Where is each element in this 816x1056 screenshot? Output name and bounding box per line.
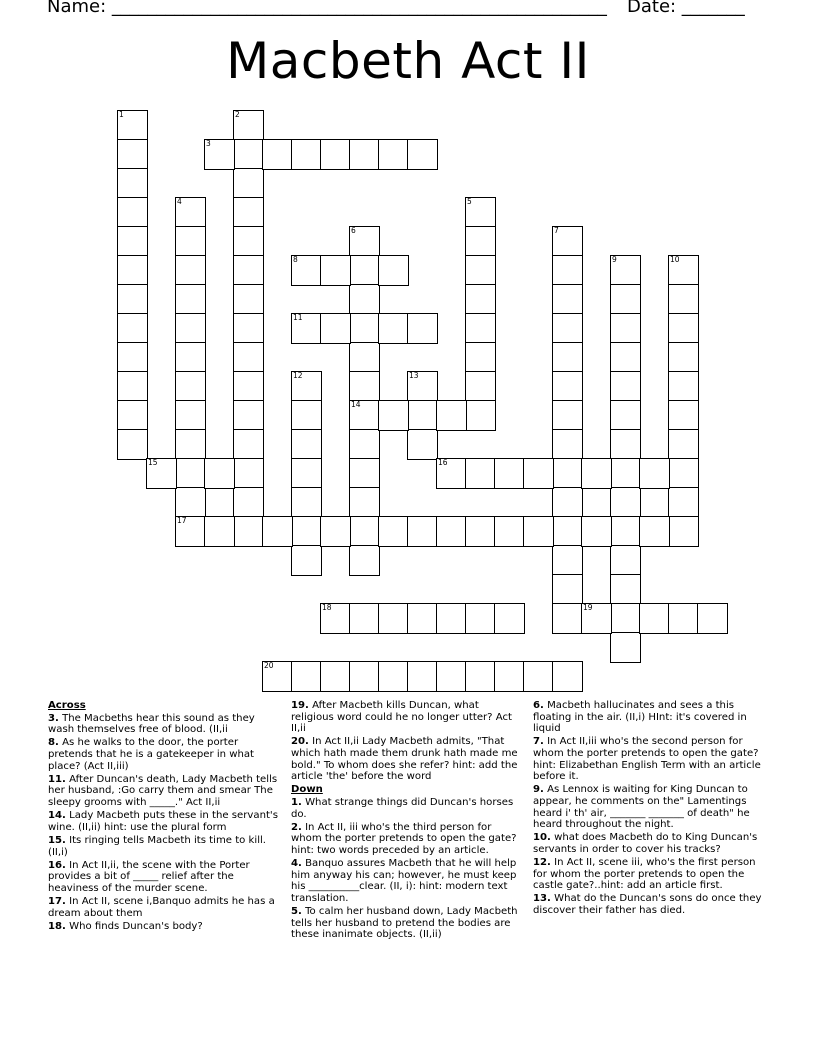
crossword-cell[interactable] xyxy=(465,342,496,373)
crossword-cell[interactable] xyxy=(610,429,641,460)
crossword-cell[interactable] xyxy=(436,603,467,634)
crossword-cell[interactable] xyxy=(233,342,264,373)
crossword-cell[interactable] xyxy=(349,603,380,634)
crossword-cell[interactable] xyxy=(233,429,264,460)
crossword-cell[interactable] xyxy=(610,400,641,431)
crossword-cell[interactable] xyxy=(175,400,206,431)
crossword-cell[interactable] xyxy=(668,284,699,315)
cell-number: 6 xyxy=(351,226,356,235)
clue-down-9: 9. As Lennox is waiting for King Duncan to appear, he comments on the" Lamentings heard i' th' air, _______ _______ of death" he heard throughout the night. xyxy=(533,784,750,831)
crossword-cell[interactable] xyxy=(436,516,467,547)
crossword-cell[interactable] xyxy=(117,139,148,170)
crossword-cell[interactable] xyxy=(436,661,467,692)
clue-across-19: 19. After Macbeth kills Duncan, what religious word could he no longer utter? Act II,ii xyxy=(291,700,512,735)
clue-down-6: 6. Macbeth hallucinates and sees a this floating in the air. (II,i) HInt: it's covered in liquid xyxy=(533,700,747,735)
crossword-cell[interactable] xyxy=(349,429,380,460)
cell-number: 5 xyxy=(467,197,472,206)
cell-number: 4 xyxy=(177,197,182,206)
crossword-cell[interactable] xyxy=(407,603,438,634)
crossword-cell[interactable] xyxy=(610,487,641,518)
clue-down-4: 4. Banquo assures Macbeth that he will help him anyway his can; however, he must keep his __________clear. (II, i): hint: modern text translation. xyxy=(291,858,517,904)
crossword-cell[interactable] xyxy=(233,284,264,315)
name-field-label: Name: _______________________________________________________ xyxy=(47,0,607,17)
crossword-cell[interactable] xyxy=(117,371,148,402)
clue-down-12: 12. In Act II, scene iii, who's the first person for whom the porter pretends to open the castle gate?..hint: add an article first. xyxy=(533,857,756,892)
cell-number: 14 xyxy=(351,400,361,409)
crossword-cell[interactable] xyxy=(523,516,554,547)
crossword-cell[interactable] xyxy=(610,458,641,489)
cell-number: 2 xyxy=(235,110,240,119)
crossword-cell[interactable] xyxy=(378,139,409,170)
clue-across-3: 3. The Macbeths hear this sound as they wash themselves free of blood. (II,ii xyxy=(48,712,255,736)
crossword-cell[interactable] xyxy=(320,603,351,634)
crossword-cell[interactable] xyxy=(465,458,496,489)
crossword-cell[interactable] xyxy=(465,226,496,257)
cell-number: 8 xyxy=(293,255,298,264)
cell-number: 7 xyxy=(554,226,559,235)
crossword-cell[interactable] xyxy=(610,632,641,663)
crossword-cell[interactable] xyxy=(320,516,351,547)
crossword-cell[interactable] xyxy=(320,661,351,692)
crossword-cell[interactable] xyxy=(552,226,583,257)
page-title: Macbeth Act II xyxy=(226,32,590,90)
crossword-cell[interactable] xyxy=(639,516,670,547)
crossword-cell[interactable] xyxy=(349,139,380,170)
crossword-cell[interactable] xyxy=(117,110,148,141)
crossword-cell[interactable] xyxy=(233,139,264,170)
crossword-cell[interactable] xyxy=(204,139,235,170)
crossword-cell[interactable] xyxy=(291,255,322,286)
crossword-cell[interactable] xyxy=(291,661,322,692)
cell-number: 12 xyxy=(293,371,303,380)
crossword-cell[interactable] xyxy=(378,255,409,286)
crossword-cell[interactable] xyxy=(494,516,525,547)
clue-down-13: 13. What do the Duncan's sons do once they discover their father has died. xyxy=(533,893,762,917)
crossword-cell[interactable] xyxy=(581,603,612,634)
clues-column-2 xyxy=(291,700,523,942)
crossword-cell[interactable] xyxy=(494,661,525,692)
crossword-cell[interactable] xyxy=(349,371,380,402)
crossword-cell[interactable] xyxy=(465,255,496,286)
crossword-cell[interactable] xyxy=(407,429,438,460)
crossword-cell[interactable] xyxy=(465,516,496,547)
crossword-cell[interactable] xyxy=(407,371,438,402)
crossword-cell[interactable] xyxy=(175,197,206,228)
crossword-cell[interactable] xyxy=(117,429,148,460)
cell-number: 19 xyxy=(583,603,593,612)
crossword-cell[interactable] xyxy=(407,313,438,344)
crossword-cell[interactable] xyxy=(233,168,264,199)
clue-across-17: 17. In Act II, scene i,Banquo admits he has a dream about them xyxy=(48,896,275,919)
crossword-cell[interactable] xyxy=(465,284,496,315)
crossword-cell[interactable] xyxy=(552,516,583,547)
crossword-cell[interactable] xyxy=(552,458,583,489)
crossword-cell[interactable] xyxy=(407,139,438,170)
crossword-cell[interactable] xyxy=(378,661,409,692)
crossword-cell[interactable] xyxy=(378,516,409,547)
crossword-cell[interactable] xyxy=(668,487,699,518)
crossword-cell[interactable] xyxy=(233,197,264,228)
crossword-cell[interactable] xyxy=(552,661,583,692)
crossword-cell[interactable] xyxy=(233,313,264,344)
crossword-cell[interactable] xyxy=(581,516,612,547)
crossword-cell[interactable] xyxy=(610,603,641,634)
crossword-cell[interactable] xyxy=(465,313,496,344)
cell-number: 13 xyxy=(409,371,419,380)
crossword-cell[interactable] xyxy=(349,545,380,576)
crossword-cell[interactable] xyxy=(175,342,206,373)
crossword-cell[interactable] xyxy=(668,603,699,634)
crossword-cell[interactable] xyxy=(146,458,177,489)
crossword-cell[interactable] xyxy=(610,371,641,402)
crossword-cell[interactable] xyxy=(349,487,380,518)
cell-number: 16 xyxy=(438,458,448,467)
clues-column-3 xyxy=(533,700,769,918)
crossword-cell[interactable] xyxy=(175,429,206,460)
crossword-cell[interactable] xyxy=(552,313,583,344)
clue-across-20: 20. In Act II,ii Lady Macbeth admits, "That which hath made them drunk hath made me bold." To whom does she refer? hint: add the article 'the' before the word xyxy=(291,736,518,783)
crossword-cell[interactable] xyxy=(233,226,264,257)
crossword-cell[interactable] xyxy=(175,284,206,315)
clue-down-7: 7. In Act II,iii who's the second person for whom the porter pretends to open the gate? hint: Elizabethan English Term with an article before it. xyxy=(533,736,761,783)
crossword-cell[interactable] xyxy=(117,400,148,431)
crossword-cell[interactable] xyxy=(117,168,148,199)
crossword-cell[interactable] xyxy=(494,458,525,489)
crossword-cell[interactable] xyxy=(552,284,583,315)
crossword-cell[interactable] xyxy=(233,458,264,489)
clues-column-1 xyxy=(48,700,280,934)
crossword-cell[interactable] xyxy=(320,255,351,286)
crossword-cell[interactable] xyxy=(117,342,148,373)
crossword-cell[interactable] xyxy=(436,458,467,489)
crossword-cell[interactable] xyxy=(668,313,699,344)
crossword-cell[interactable] xyxy=(668,255,699,286)
date-field-label: Date: _______ xyxy=(627,0,745,17)
cell-number: 17 xyxy=(177,516,187,525)
clue-across-11: 11. After Duncan's death, Lady Macbeth tells her husband, :Go carry them and smear The sleepy grooms with _____." Act II,ii xyxy=(48,773,278,808)
clue-across-18: 18. Who finds Duncan's body? xyxy=(48,920,203,932)
crossword-cell[interactable] xyxy=(349,342,380,373)
crossword-cell[interactable] xyxy=(581,458,612,489)
across-heading: Across xyxy=(48,700,86,711)
crossword-cell[interactable] xyxy=(552,574,583,605)
crossword-cell[interactable] xyxy=(262,139,293,170)
crossword-cell[interactable] xyxy=(407,661,438,692)
crossword-cell[interactable] xyxy=(349,516,380,547)
crossword-cell[interactable] xyxy=(175,516,206,547)
crossword-cell[interactable] xyxy=(117,197,148,228)
crossword-cell[interactable] xyxy=(320,139,351,170)
cell-number: 18 xyxy=(322,603,332,612)
crossword-cell[interactable] xyxy=(552,400,583,431)
crossword-cell[interactable] xyxy=(668,516,699,547)
crossword-cell[interactable] xyxy=(291,139,322,170)
crossword-cell[interactable] xyxy=(233,371,264,402)
cell-number: 20 xyxy=(264,661,274,670)
crossword-cell[interactable] xyxy=(552,603,583,634)
crossword-cell[interactable] xyxy=(436,400,467,431)
crossword-cell[interactable] xyxy=(349,255,380,286)
crossword-cell[interactable] xyxy=(552,371,583,402)
crossword-cell[interactable] xyxy=(175,458,206,489)
crossword-cell[interactable] xyxy=(639,603,670,634)
crossword-cell[interactable] xyxy=(668,400,699,431)
cell-number: 9 xyxy=(612,255,617,264)
crossword-cell[interactable] xyxy=(465,371,496,402)
clue-across-16: 16. In Act II,ii, the scene with the Porter provides a bit of _____ relief after the heaviness of the murder scene. xyxy=(48,859,250,894)
crossword-cell[interactable] xyxy=(668,371,699,402)
crossword-cell[interactable] xyxy=(262,661,293,692)
clue-down-1: 1. What strange things did Duncan's horses do. xyxy=(291,796,514,820)
crossword-cell[interactable] xyxy=(117,284,148,315)
crossword-cell[interactable] xyxy=(175,487,206,518)
cell-number: 15 xyxy=(148,458,158,467)
crossword-cell[interactable] xyxy=(465,197,496,228)
crossword-cell[interactable] xyxy=(407,400,438,431)
crossword-cell[interactable] xyxy=(523,458,554,489)
crossword-cell[interactable] xyxy=(552,545,583,576)
crossword-cell[interactable] xyxy=(610,574,641,605)
crossword-cell[interactable] xyxy=(552,429,583,460)
crossword-cell[interactable] xyxy=(610,313,641,344)
crossword-cell[interactable] xyxy=(233,400,264,431)
crossword-cell[interactable] xyxy=(552,255,583,286)
crossword-cell[interactable] xyxy=(465,603,496,634)
clue-across-8: 8. As he walks to the door, the porter pretends that he is a gatekeeper in what place? (Act II,iii) xyxy=(48,737,255,772)
crossword-cell[interactable] xyxy=(610,545,641,576)
crossword-cell[interactable] xyxy=(262,516,293,547)
crossword-cell[interactable] xyxy=(233,516,264,547)
crossword-cell[interactable] xyxy=(291,313,322,344)
crossword-cell[interactable] xyxy=(407,516,438,547)
cell-number: 1 xyxy=(119,110,124,119)
crossword-cell[interactable] xyxy=(668,429,699,460)
crossword-cell[interactable] xyxy=(349,313,380,344)
crossword-cell[interactable] xyxy=(233,110,264,141)
crossword-cell[interactable] xyxy=(291,371,322,402)
crossword-cell[interactable] xyxy=(378,400,409,431)
crossword-cell[interactable] xyxy=(291,545,322,576)
crossword-cell[interactable] xyxy=(639,458,670,489)
crossword-cell[interactable] xyxy=(175,255,206,286)
clue-down-10: 10. what does Macbeth do to King Duncan's servants in order to cover his tracks? xyxy=(533,832,758,855)
crossword-cell[interactable] xyxy=(175,313,206,344)
crossword-cell[interactable] xyxy=(291,516,322,547)
crossword-cell[interactable] xyxy=(117,313,148,344)
crossword-cell[interactable] xyxy=(668,342,699,373)
crossword-cell[interactable] xyxy=(465,661,496,692)
crossword-cell[interactable] xyxy=(291,458,322,489)
crossword-cell[interactable] xyxy=(349,400,380,431)
crossword-cell[interactable] xyxy=(610,255,641,286)
crossword-cell[interactable] xyxy=(204,516,235,547)
clue-down-5: 5. To calm her husband down, Lady Macbeth tells her husband to pretend the bodies are these inanimate objects. (II,ii) xyxy=(291,906,518,941)
crossword-cell[interactable] xyxy=(349,661,380,692)
crossword-cell[interactable] xyxy=(465,400,496,431)
crossword-cell[interactable] xyxy=(291,487,322,518)
down-heading: Down xyxy=(291,784,323,796)
crossword-cell[interactable] xyxy=(378,313,409,344)
crossword-cell[interactable] xyxy=(291,400,322,431)
crossword-cell[interactable] xyxy=(378,603,409,634)
cell-number: 10 xyxy=(670,255,680,264)
crossword-cell[interactable] xyxy=(349,458,380,489)
clue-across-15: 15. Its ringing tells Macbeth its time to kill. (II,i) xyxy=(48,834,267,858)
crossword-cell[interactable] xyxy=(610,284,641,315)
crossword-cell[interactable] xyxy=(233,255,264,286)
clue-across-14: 14. Lady Macbeth puts these in the servant's wine. (II,ii) hint: use the plural form xyxy=(48,810,278,833)
crossword-cell[interactable] xyxy=(523,661,554,692)
crossword-cell[interactable] xyxy=(552,487,583,518)
crossword-cell[interactable] xyxy=(349,226,380,257)
crossword-cell[interactable] xyxy=(175,371,206,402)
crossword-cell[interactable] xyxy=(610,516,641,547)
crossword-cell[interactable] xyxy=(610,342,641,373)
clue-down-2: 2. In Act II, iii who's the third person for whom the porter pretends to open the gate? hint: two words preceded by an article. xyxy=(291,821,517,856)
crossword-cell[interactable] xyxy=(349,284,380,315)
crossword-cell[interactable] xyxy=(668,458,699,489)
crossword-cell[interactable] xyxy=(494,603,525,634)
crossword-cell[interactable] xyxy=(117,255,148,286)
crossword-cell[interactable] xyxy=(233,487,264,518)
crossword-cell[interactable] xyxy=(117,226,148,257)
crossword-cell[interactable] xyxy=(552,342,583,373)
crossword-cell[interactable] xyxy=(291,429,322,460)
crossword-cell[interactable] xyxy=(204,458,235,489)
crossword-cell[interactable] xyxy=(697,603,728,634)
cell-number: 3 xyxy=(206,139,211,148)
crossword-cell[interactable] xyxy=(175,226,206,257)
crossword-cell[interactable] xyxy=(320,313,351,344)
cell-number: 11 xyxy=(293,313,303,322)
